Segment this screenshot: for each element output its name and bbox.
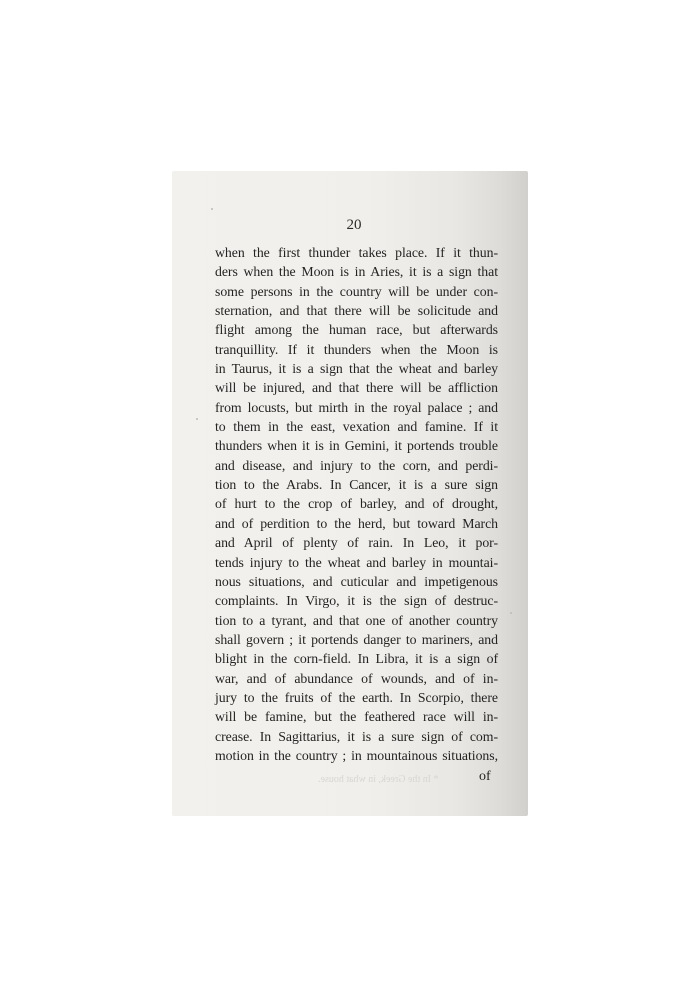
text-line: when the first thunder takes place. If it thun-	[215, 245, 498, 260]
text-line: flight among the human race, but afterwards	[215, 322, 498, 338]
text-line: tion to the Arabs. In Cancer, it is a sure sign	[215, 477, 498, 493]
text-line: of hurt to the crop of barley, and of drought,	[215, 496, 498, 512]
text-line: tranquillity. If it thunders when the Moon is	[215, 341, 498, 357]
text-line: some persons in the country will be under con-	[215, 283, 498, 299]
paper-speck	[211, 208, 213, 210]
text-line: tends injury to the wheat and barley in mountai-	[215, 554, 498, 570]
paper-speck	[196, 418, 198, 420]
text-line: motion in the country ; in mountainous situations,	[215, 747, 498, 763]
text-line: sternation, and that there will be solicitude and	[215, 303, 498, 319]
text-line: and of perdition to the herd, but toward March	[215, 515, 498, 531]
text-line: from locusts, but mirth in the royal palace ; and	[215, 399, 498, 415]
body-text	[215, 243, 498, 765]
catchword: of	[479, 769, 491, 784]
text-line: and disease, and injury to the corn, and perdi-	[215, 457, 498, 473]
text-line: ders when the Moon is in Aries, it is a sign that	[215, 264, 498, 280]
text-line: war, and of abundance of wounds, and of in-	[215, 670, 498, 686]
text-line: nous situations, and cuticular and impetigenous	[215, 573, 498, 589]
text-line: jury to the fruits of the earth. In Scorpio, there	[215, 689, 498, 705]
text-line: will be famine, but the feathered race will in-	[215, 709, 498, 725]
text-line: will be injured, and that there will be affliction	[215, 380, 498, 396]
text-line: complaints. In Virgo, it is the sign of destruc-	[215, 593, 498, 609]
text-line: tion to a tyrant, and that one of another country	[215, 612, 498, 628]
footnote-showthrough: * In the Greek, in what house.	[318, 774, 439, 785]
paper-speck	[510, 612, 512, 614]
page-number: 20	[346, 217, 362, 233]
text-line: thunders when it is in Gemini, it portends trouble	[215, 438, 498, 454]
text-line: blight in the corn-field. In Libra, it is a sign of	[215, 651, 498, 667]
text-line: crease. In Sagittarius, it is a sure sign of com-	[215, 728, 498, 744]
text-line: and April of plenty of rain. In Leo, it por-	[215, 535, 498, 551]
text-line: to them in the east, vexation and famine. If it	[215, 419, 498, 435]
text-line: shall govern ; it portends danger to mariners, and	[215, 631, 498, 647]
text-line: in Taurus, it is a sign that the wheat and barley	[215, 361, 498, 377]
